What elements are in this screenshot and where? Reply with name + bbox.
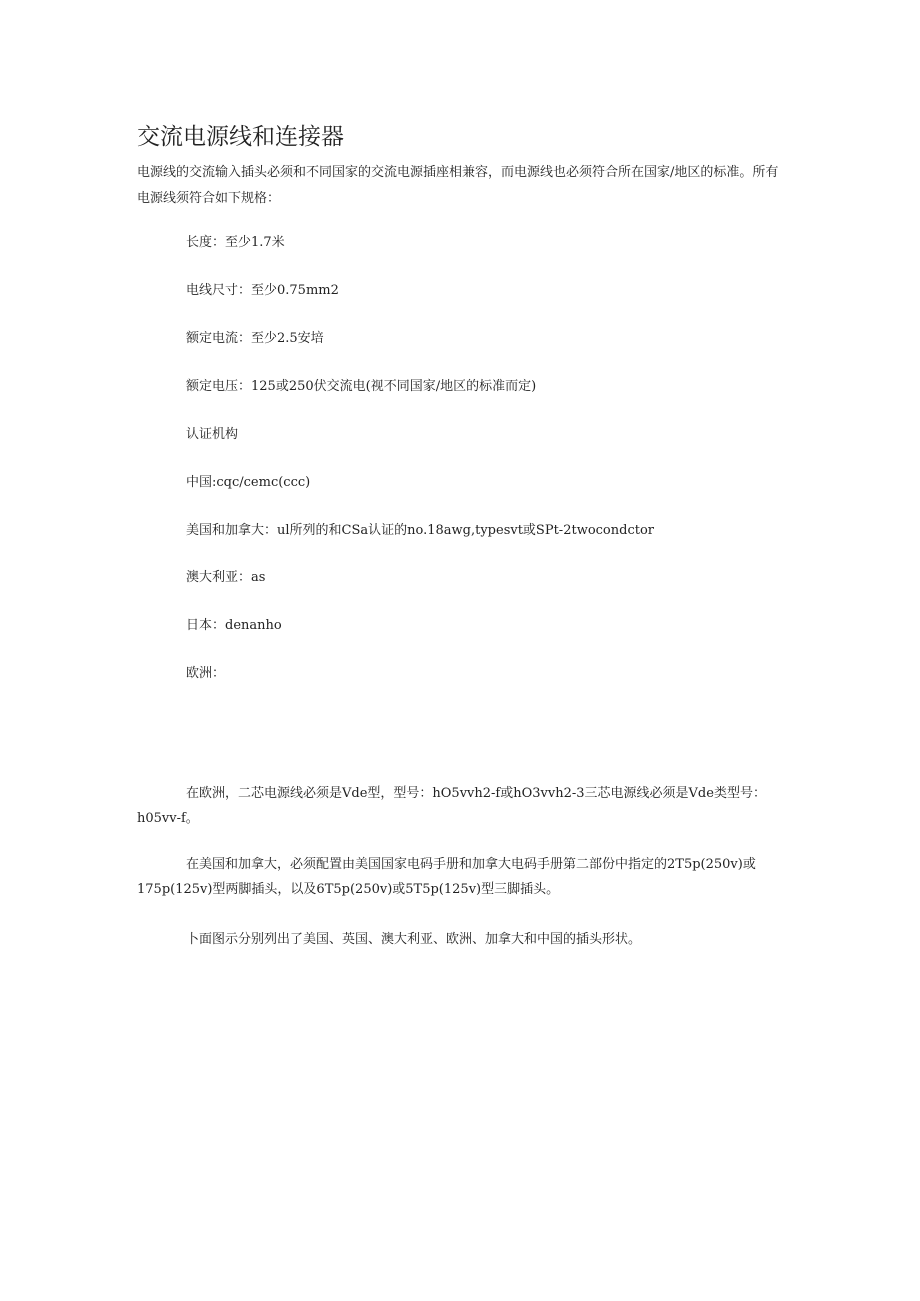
spec-china: 中国:cqc/cemc(ccc)	[186, 475, 311, 490]
paragraph-plug-shapes: 卜面图示分别列出了美国、英国、澳大利亚、欧洲、加拿大和中国的插头形状。	[186, 932, 642, 947]
spec-rated-current: 额定电流：至少2.5安培	[186, 331, 324, 346]
page-title: 交流电源线和连接器	[137, 124, 344, 150]
spec-japan: 日本：denanho	[186, 618, 282, 633]
spec-length: 长度：至少1.7米	[186, 235, 285, 250]
spec-rated-voltage: 额定电压：125或250伏交流电(视不同国家/地区的标准而定)	[186, 379, 537, 394]
paragraph-usa-canada: 在美国和加拿大，必须配置由美国国家电码手册和加拿大电码手册第二部份中指定的2T5p(250v)或175p(125v)型两脚插头，以及6T5p(250v)或5T5p(125v)型三脚插头。	[137, 857, 756, 897]
paragraph-europe: 在欧洲，二芯电源线必须是Vde型，型号：hO5vvh2-f或hO3vvh2-3三芯电源线必须是Vde类型号：h05vv-f。	[137, 786, 766, 826]
spec-usa-canada: 美国和加拿大：ul所列的和CSa认证的no.18awg,typesvt或SPt-2twocondctor	[186, 523, 655, 538]
spec-certification-heading: 认证机构	[186, 427, 239, 442]
spec-wire-size: 电线尺寸：至少0.75mm2	[186, 283, 339, 298]
intro-paragraph: 电源线的交流输入插头必须和不同国家的交流电源插座相兼容，而电源线也必须符合所在国家/地区的标准。所有电源线须符合如下规格：	[137, 165, 779, 206]
spec-europe: 欧洲：	[186, 666, 226, 681]
spec-australia: 澳大利亚：as	[186, 570, 266, 585]
